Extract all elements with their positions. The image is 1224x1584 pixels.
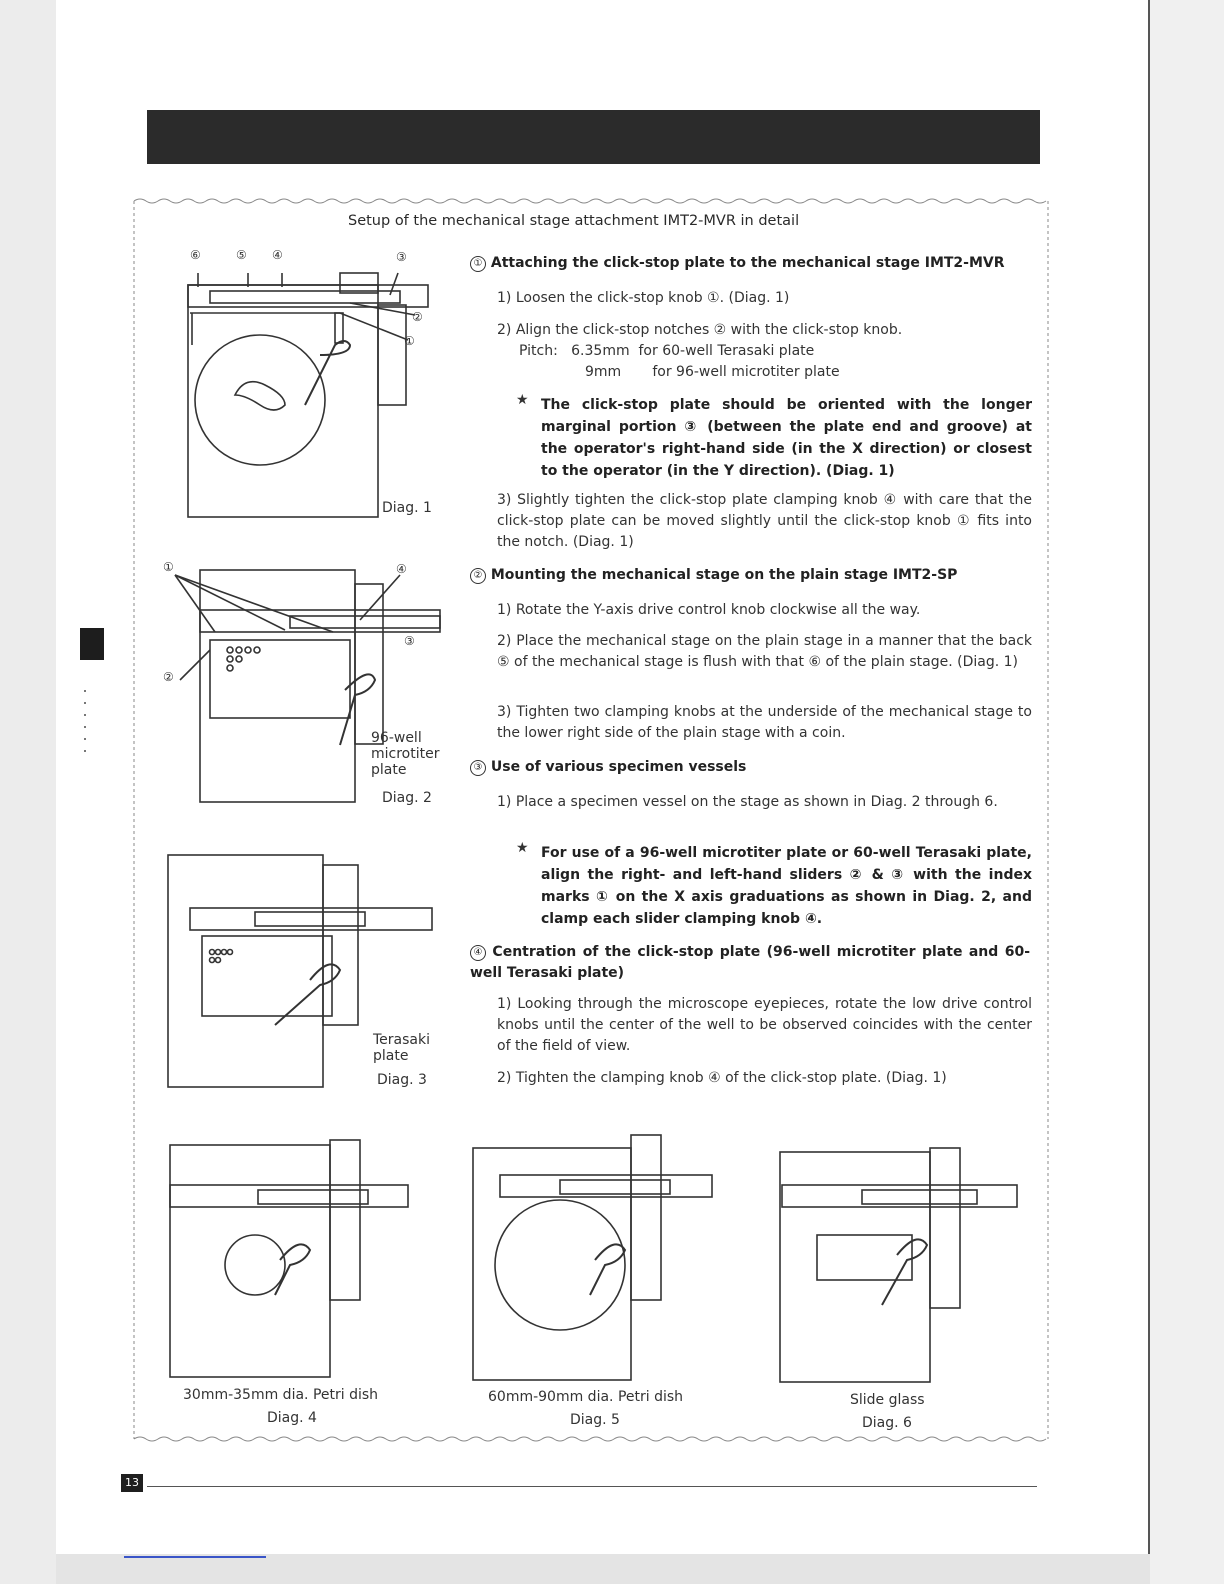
diag-2-label-line: plate [371,762,407,778]
section-1-step-3: 3) Slightly tighten the click-stop plate clamping knob ④ with care that the click-stop plate can be moved slightly until the click-stop knob ① fits into the notch. (Diag. 1) [497,492,1032,550]
page-number: 13 [121,1474,143,1492]
section-number: ④ [470,945,486,961]
diagram-1-illustration [150,245,440,525]
section-number: ③ [470,760,486,776]
marker-2: ② [163,670,174,684]
section-2-step-3: 3) Tighten two clamping knobs at the underside of the mechanical stage to the lower right side of the plain stage with a coin. [497,704,1032,741]
diag-4-caption: Diag. 4 [267,1410,317,1426]
section-heading-text: Mounting the mechanical stage on the plain stage IMT2-SP [490,567,958,583]
section-number: ② [470,568,486,584]
star-icon: ★ [516,840,529,856]
section-heading-text: Use of various specimen vessels [490,759,747,775]
section-3-heading [470,759,1030,776]
marker-4: ④ [272,248,283,262]
diag-3-label-line: Terasaki [373,1032,430,1048]
section-4-step-2: 2) Tighten the clamping knob ④ of the click-stop plate. (Diag. 1) [497,1070,947,1086]
section-heading-text: Attaching the click-stop plate to the mechanical stage IMT2-MVR [490,255,1005,271]
section-number: ① [470,256,486,272]
bottom-link-underline[interactable] [124,1556,266,1558]
diag-3-label [373,1032,430,1064]
section-2-step-1: 1) Rotate the Y-axis drive control knob clockwise all the way. [497,602,921,618]
page-margin-left [0,0,56,1584]
section-1-pitch-line: Pitch: 6.35mm for 60-well Terasaki plate [519,343,815,359]
side-index-tab [80,628,104,660]
diagram-5-illustration [465,1130,725,1385]
side-dots [84,690,86,760]
marker-3: ③ [404,634,415,648]
diag-2-label-line: microtiter [371,746,440,762]
section-1-step-1: 1) Loosen the click-stop knob ①. (Diag. 1) [497,290,790,306]
section-heading-text: Centration of the click-stop plate (96-well microtiter plate and 60-well Terasaki plate) [470,944,1031,981]
section-1-note: The click-stop plate should be oriented with the longer marginal portion ③ (between the plate end and groove) at the operator's right-hand side (in the X direction) or closest to the operator (in the Y direction). (Diag. 1) [541,397,1032,479]
page-margin-right [1148,0,1224,1584]
section-4-heading [470,942,1030,984]
section-1-pitch-line: 9mm for 96-well microtiter plate [585,364,840,380]
section-1-step-2: 2) Align the click-stop notches ② with the click-stop knob. [497,322,903,338]
marker-1: ① [404,334,415,348]
diag-3-label-line: plate [373,1048,409,1064]
diagram-4-illustration [160,1130,420,1385]
section-2-heading [470,567,1030,584]
page-bottom-edge [56,1554,1150,1584]
diag-3-caption: Diag. 3 [377,1072,427,1088]
diag-2-label [371,730,439,778]
marker-4: ④ [396,562,407,576]
marker-5: ⑤ [236,248,247,262]
diag-2-caption: Diag. 2 [382,790,432,806]
diag-5-caption: Diag. 5 [570,1412,620,1428]
star-icon: ★ [516,392,529,408]
page-title: Setup of the mechanical stage attachment IMT2-MVR in detail [348,213,800,229]
footer-rule [147,1486,1037,1487]
diag-1-caption: Diag. 1 [382,500,432,516]
section-2-step-2: 2) Place the mechanical stage on the plain stage in a manner that the back ⑤ of the mechanical stage is flush with that ⑥ of the plain stage. (Diag. 1) [497,633,1032,670]
header-bar [147,110,1040,164]
diag-2-label-line: 96-well [371,730,422,746]
diagram-6-illustration [772,1140,1032,1385]
diag-6-caption: Diag. 6 [862,1415,912,1431]
section-3-step-1: 1) Place a specimen vessel on the stage as shown in Diag. 2 through 6. [497,794,998,810]
marker-3: ③ [396,250,407,264]
marker-2: ② [412,310,423,324]
section-3-note: For use of a 96-well microtiter plate or 60-well Terasaki plate, align the right- and left-hand sliders ② & ③ with the index marks ① on the X axis graduations as shown in Diag. 2, and clamp each slider clamping knob ④. [541,845,1032,927]
marker-6: ⑥ [190,248,201,262]
diag-6-label: Slide glass [850,1392,925,1408]
diag-4-label: 30mm-35mm dia. Petri dish [183,1387,379,1403]
marker-1: ① [163,560,174,574]
section-1-heading [470,255,1030,272]
section-4-step-1: 1) Looking through the microscope eyepieces, rotate the low drive control knobs until the center of the well to be observed coincides with the center of the field of view. [497,996,1032,1054]
diag-5-label: 60mm-90mm dia. Petri dish [488,1389,684,1405]
